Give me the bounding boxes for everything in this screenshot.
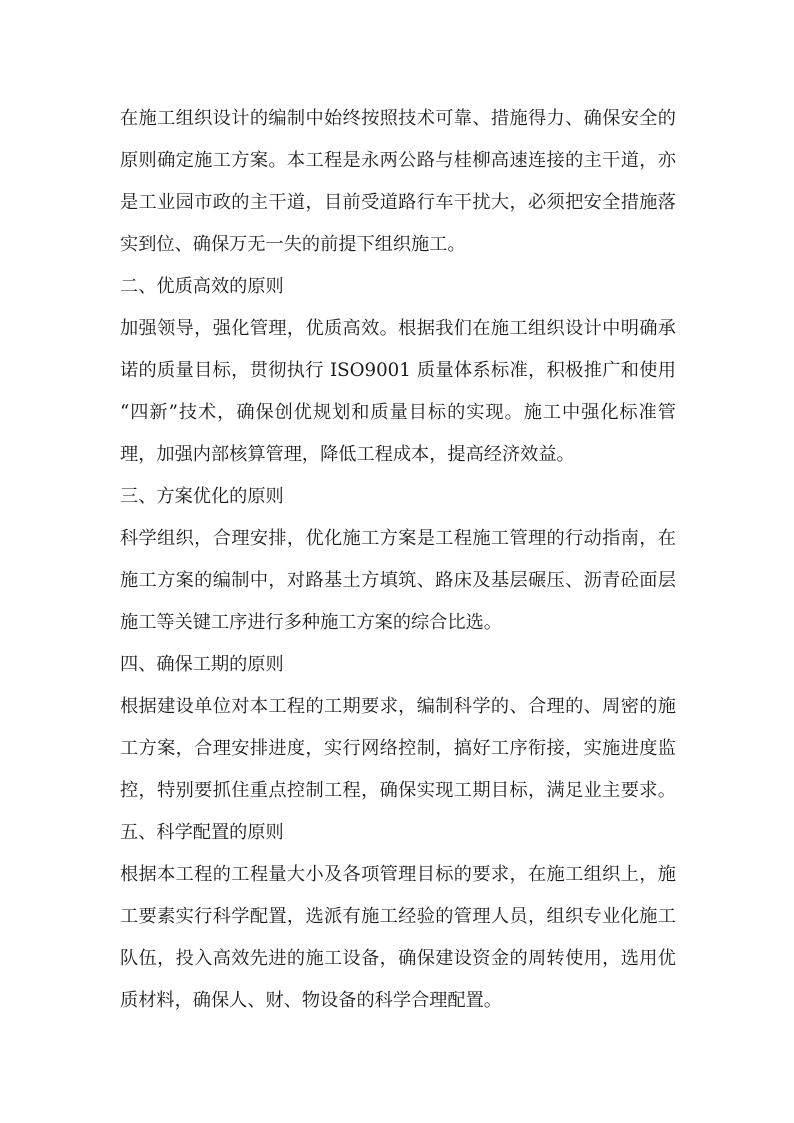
paragraph-optimization (120, 518, 676, 644)
text-line: 科学组织，合理安排，优化施工方案是工程施工管理的行动指南，在 (120, 528, 676, 549)
text-line: 根据本工程的工程量大小及各项管理目标的要求，在施工组织上，施 (120, 864, 676, 885)
section-heading-schedule: 四、确保工期的原则 (120, 654, 284, 675)
paragraph-safety (120, 98, 676, 266)
text-line: 队伍，投入高效先进的施工设备，确保建设资金的周转使用，选用优 (120, 948, 676, 969)
paragraph-configuration (120, 854, 676, 1022)
text-line: 工方案，合理安排进度，实行网络控制，搞好工序衔接，实施进度监 (120, 738, 676, 759)
text-line: 实到位、确保万无一失的前提下组织施工。 (120, 234, 466, 255)
text-line: 是工业园市政的主干道，目前受道路行车干扰大，必须把安全措施落 (120, 192, 676, 213)
text-line: 质材料，确保人、财、物设备的科学合理配置。 (120, 990, 502, 1011)
section-heading-configuration: 五、科学配置的原则 (120, 822, 284, 843)
text-line: 原则确定施工方案。本工程是永两公路与桂柳高速连接的主干道，亦 (120, 150, 676, 171)
text-line: 加强领导，强化管理，优质高效。根据我们在施工组织设计中明确承 (120, 318, 676, 339)
text-line: 控，特别要抓住重点控制工程，确保实现工期目标，满足业主要求。 (120, 780, 676, 801)
text-line: 工要素实行科学配置，选派有施工经验的管理人员，组织专业化施工 (120, 906, 676, 927)
text-line: 施工等关键工序进行多种施工方案的综合比选。 (120, 612, 502, 633)
text-line: 诺的质量目标，贯彻执行 ISO9001 质量体系标准，积极推广和使用 (120, 360, 676, 381)
section-heading-quality: 二、优质高效的原则 (120, 276, 284, 297)
text-line: 在施工组织设计的编制中始终按照技术可靠、措施得力、确保安全的 (120, 108, 676, 129)
text-line: 根据建设单位对本工程的工期要求，编制科学的、合理的、周密的施 (120, 696, 676, 717)
text-line: 理，加强内部核算管理，降低工程成本，提高经济效益。 (120, 444, 575, 465)
text-line: 施工方案的编制中，对路基土方填筑、路床及基层碾压、沥青砼面层 (120, 570, 676, 591)
section-heading-optimization: 三、方案优化的原则 (120, 486, 284, 507)
document-page (120, 98, 676, 1022)
paragraph-quality (120, 308, 676, 476)
text-line: “四新”技术，确保创优规划和质量目标的实现。施工中强化标准管 (120, 402, 676, 423)
paragraph-schedule (120, 686, 676, 812)
